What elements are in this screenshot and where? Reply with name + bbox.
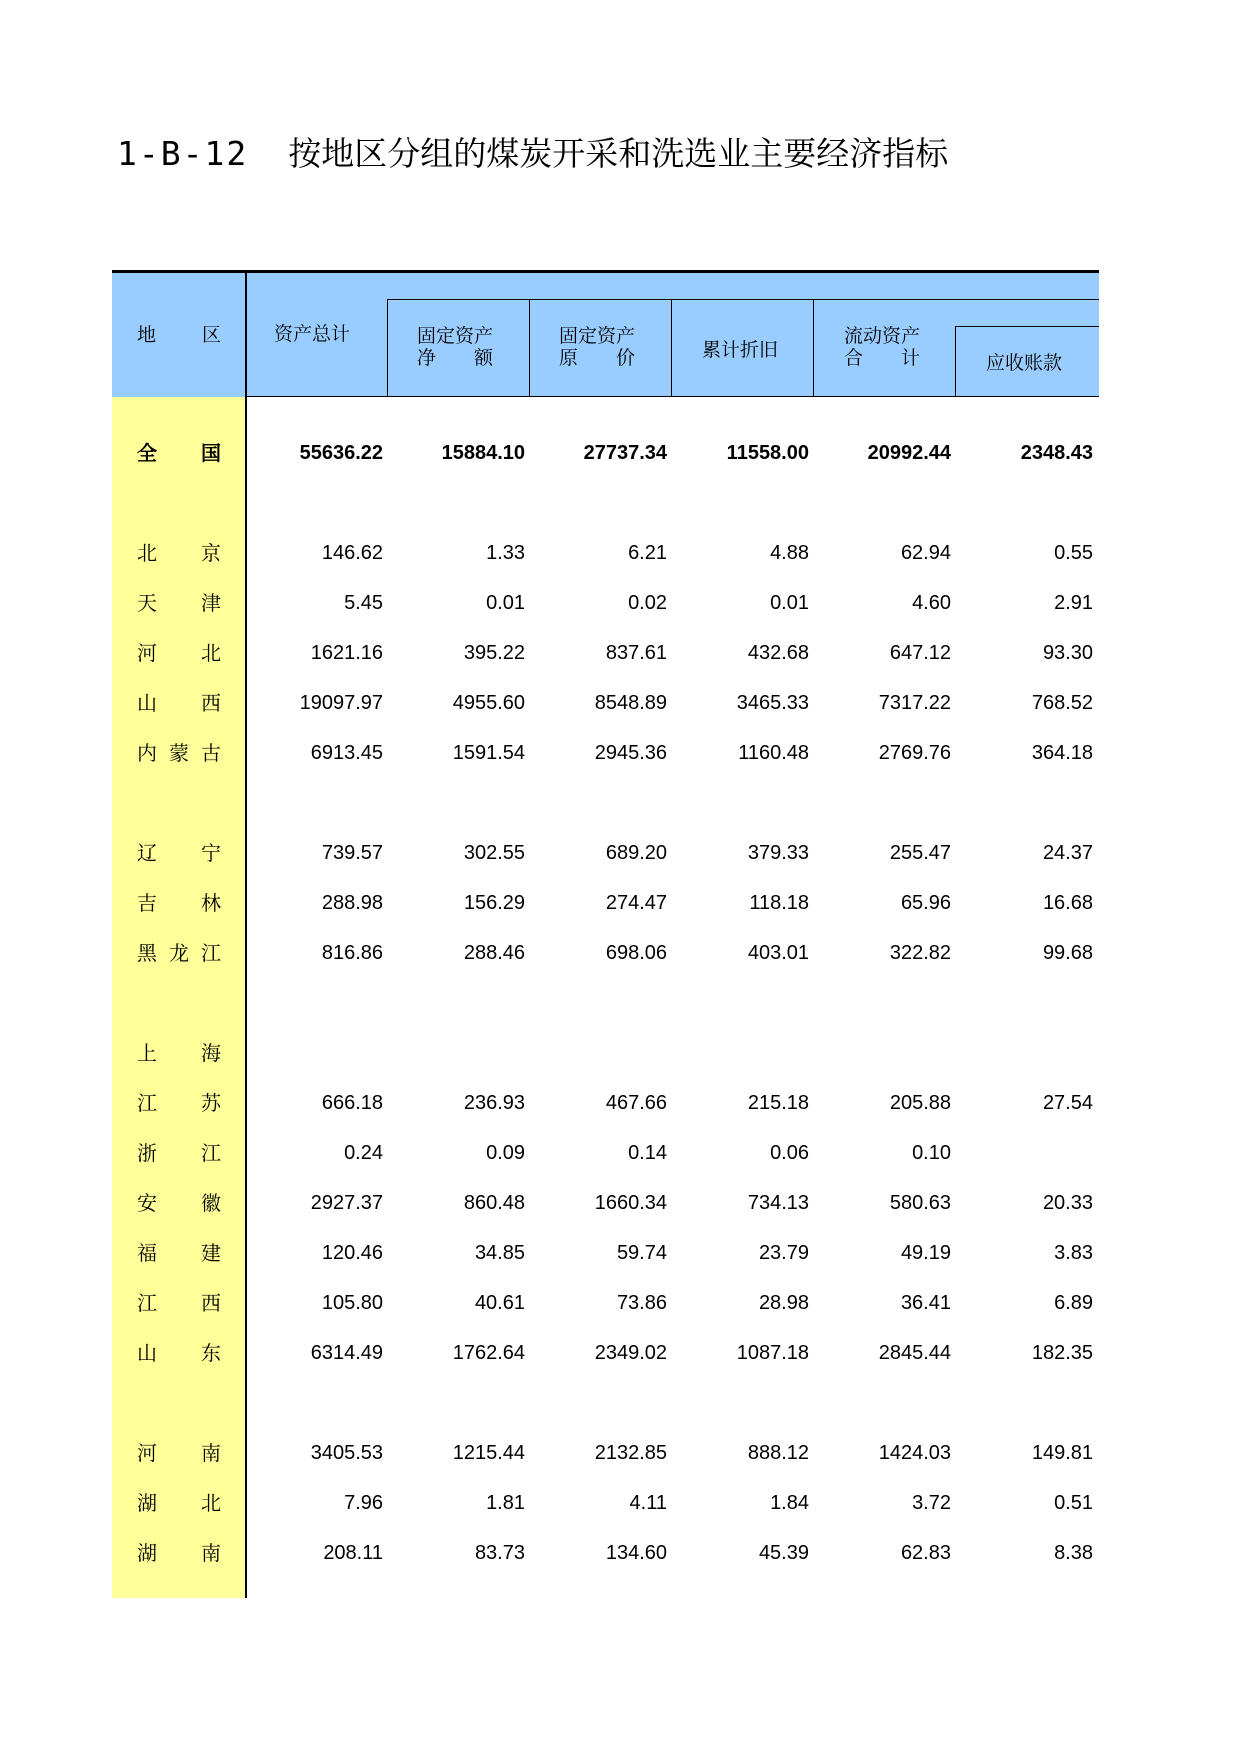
cell-value: 1.84	[770, 1492, 809, 1514]
region-name-char: 江	[137, 1291, 157, 1315]
region-name	[137, 1183, 221, 1223]
cell-value: 1.81	[486, 1492, 525, 1514]
header-top-rule	[112, 270, 1099, 273]
cell-value: 15884.10	[441, 442, 525, 464]
cell-value: 0.51	[1054, 1492, 1093, 1514]
cell-value: 3405.53	[310, 1442, 383, 1464]
header-divider	[529, 299, 530, 397]
cell-value: 837.61	[605, 642, 667, 664]
header-total-assets	[274, 323, 350, 345]
cell-value: 274.47	[605, 892, 667, 914]
cell-value: 689.20	[605, 842, 667, 864]
region-name-char: 河	[137, 1441, 157, 1465]
region-name-char: 西	[201, 1291, 221, 1315]
region-name-char: 徽	[201, 1191, 221, 1215]
region-name-char: 北	[137, 541, 157, 565]
cell-value: 0.24	[344, 1142, 383, 1164]
cell-value: 45.39	[758, 1542, 809, 1564]
cell-value: 2349.02	[594, 1342, 667, 1364]
cell-value: 3.72	[912, 1492, 951, 1514]
header-line: 固定资产	[417, 325, 494, 347]
header-fixed-original	[559, 325, 635, 369]
cell-value: 93.30	[1042, 642, 1093, 664]
region-name	[137, 1333, 221, 1373]
cell-value: 2348.43	[1020, 442, 1093, 464]
region-name-char: 海	[201, 1041, 221, 1065]
cell-value: 27737.34	[583, 442, 667, 464]
cell-value: 120.46	[321, 1242, 383, 1264]
cell-value: 73.86	[616, 1292, 667, 1314]
cell-value: 4955.60	[452, 692, 525, 714]
header-divider	[955, 326, 956, 397]
region-name-char: 林	[201, 891, 221, 915]
region-name-char: 湖	[137, 1541, 157, 1565]
cell-value: 134.60	[605, 1542, 667, 1564]
cell-value: 302.55	[463, 842, 525, 864]
region-name	[137, 1033, 221, 1073]
region-name	[137, 883, 221, 923]
region-name	[137, 683, 221, 723]
cell-value: 19097.97	[299, 692, 383, 714]
region-name	[137, 1083, 221, 1123]
cell-value: 34.85	[474, 1242, 525, 1264]
cell-value: 1160.48	[738, 742, 809, 764]
region-name-char: 蒙	[169, 741, 189, 765]
header-divider	[671, 299, 672, 397]
subheader-rule	[387, 299, 1099, 300]
cell-value: 62.94	[900, 542, 951, 564]
cell-value: 467.66	[605, 1092, 667, 1114]
cell-value: 4.11	[629, 1492, 667, 1514]
header-receivables-label: 应收账款	[986, 352, 1063, 374]
header-line: 合 计	[844, 347, 921, 369]
region-name	[137, 1533, 221, 1573]
region-name	[137, 1433, 221, 1473]
header-fixed-net	[417, 325, 493, 369]
region-name-char: 建	[201, 1241, 221, 1265]
region-name-char: 龙	[169, 941, 189, 965]
cell-value: 1.33	[486, 542, 525, 564]
cell-value: 1087.18	[736, 1342, 809, 1364]
cell-value: 236.93	[463, 1092, 525, 1114]
cell-value: 1762.64	[452, 1342, 525, 1364]
cell-value: 0.14	[628, 1142, 667, 1164]
cell-value: 7.96	[344, 1492, 383, 1514]
cell-value: 5.45	[344, 592, 383, 614]
region-name-char: 南	[201, 1441, 221, 1465]
cell-value: 6913.45	[310, 742, 383, 764]
cell-value: 16.68	[1042, 892, 1093, 914]
cell-value: 698.06	[605, 942, 667, 964]
cell-value: 1660.34	[594, 1192, 667, 1214]
region-name	[137, 433, 221, 473]
region-name-char: 苏	[201, 1091, 221, 1115]
cell-value: 6.21	[628, 542, 667, 564]
header-total-assets-label: 资产总计	[274, 323, 351, 345]
cell-value: 215.18	[747, 1092, 809, 1114]
cell-value: 0.01	[486, 592, 525, 614]
cell-value: 860.48	[463, 1192, 525, 1214]
region-name-char: 东	[201, 1341, 221, 1365]
region-name-char: 江	[201, 1141, 221, 1165]
cell-value: 105.80	[321, 1292, 383, 1314]
cell-value: 3.83	[1054, 1242, 1093, 1264]
cell-value: 8.38	[1054, 1542, 1093, 1564]
region-name	[137, 633, 221, 673]
cell-value: 432.68	[747, 642, 809, 664]
region-name-char: 宁	[201, 841, 221, 865]
cell-value: 20992.44	[867, 442, 951, 464]
cell-value: 2927.37	[310, 1192, 383, 1214]
page-title	[117, 128, 948, 175]
region-name-char: 安	[137, 1191, 157, 1215]
header-line: 固定资产	[559, 325, 636, 347]
region-name-char: 福	[137, 1241, 157, 1265]
header-depreciation	[702, 339, 778, 361]
region-column-background	[112, 397, 246, 1598]
region-name-char: 山	[137, 1341, 157, 1365]
cell-value: 6314.49	[310, 1342, 383, 1364]
region-name-char: 内	[137, 741, 157, 765]
region-name-char: 津	[201, 591, 221, 615]
header-region-char: 地	[137, 324, 157, 346]
cell-value: 8548.89	[594, 692, 667, 714]
region-name-char: 湖	[137, 1491, 157, 1515]
cell-value: 0.01	[770, 592, 809, 614]
cell-value: 24.37	[1042, 842, 1093, 864]
cell-value: 40.61	[474, 1292, 525, 1314]
cell-value: 146.62	[321, 542, 383, 564]
cell-value: 4.60	[912, 592, 951, 614]
cell-value: 739.57	[321, 842, 383, 864]
region-name	[137, 1283, 221, 1323]
cell-value: 182.35	[1031, 1342, 1093, 1364]
cell-value: 1591.54	[452, 742, 525, 764]
header-bottom-rule	[246, 396, 1099, 397]
header-region-char: 区	[201, 324, 221, 346]
header-line: 原 价	[559, 347, 636, 369]
header-divider	[813, 299, 814, 397]
cell-value: 2845.44	[878, 1342, 951, 1364]
region-name-char: 天	[137, 591, 157, 615]
cell-value: 65.96	[900, 892, 951, 914]
region-name-char: 全	[137, 441, 157, 465]
cell-value: 395.22	[463, 642, 525, 664]
region-name-char: 河	[137, 641, 157, 665]
cell-value: 28.98	[758, 1292, 809, 1314]
cell-value: 83.73	[474, 1542, 525, 1564]
region-name	[137, 1233, 221, 1273]
header-region	[137, 324, 221, 346]
cell-value: 0.10	[912, 1142, 951, 1164]
region-name-char: 古	[201, 741, 221, 765]
cell-value: 379.33	[747, 842, 809, 864]
cell-value: 768.52	[1031, 692, 1093, 714]
region-name-char: 山	[137, 691, 157, 715]
region-name-char: 吉	[137, 891, 157, 915]
cell-value: 0.55	[1054, 542, 1093, 564]
cell-value: 7317.22	[878, 692, 951, 714]
region-name	[137, 583, 221, 623]
cell-value: 580.63	[889, 1192, 951, 1214]
region-name	[137, 533, 221, 573]
table-code: 1-B-12	[117, 134, 249, 173]
cell-value: 11558.00	[726, 442, 809, 464]
region-name-char: 江	[137, 1091, 157, 1115]
cell-value: 23.79	[758, 1242, 809, 1264]
region-name-char: 辽	[137, 841, 157, 865]
cell-value: 62.83	[900, 1542, 951, 1564]
cell-value: 0.06	[770, 1142, 809, 1164]
cell-value: 20.33	[1042, 1192, 1093, 1214]
cell-value: 666.18	[321, 1092, 383, 1114]
cell-value: 49.19	[900, 1242, 951, 1264]
header-receivables	[986, 352, 1062, 374]
cell-value: 4.88	[770, 542, 809, 564]
cell-value: 1424.03	[878, 1442, 951, 1464]
region-name	[137, 933, 221, 973]
subheader-rule-2	[955, 326, 1099, 327]
region-name-char: 黑	[137, 941, 157, 965]
region-name-char: 上	[137, 1041, 157, 1065]
cell-value: 0.02	[628, 592, 667, 614]
region-name-char: 北	[201, 1491, 221, 1515]
cell-value: 322.82	[889, 942, 951, 964]
cell-value: 0.09	[486, 1142, 525, 1164]
region-name	[137, 833, 221, 873]
cell-value: 255.47	[889, 842, 951, 864]
region-name	[137, 733, 221, 773]
cell-value: 734.13	[747, 1192, 809, 1214]
cell-value: 6.89	[1054, 1292, 1093, 1314]
cell-value: 55636.22	[299, 442, 383, 464]
cell-value: 1215.44	[452, 1442, 525, 1464]
region-name	[137, 1483, 221, 1523]
cell-value: 208.11	[323, 1542, 383, 1564]
region-name	[137, 1133, 221, 1173]
region-name-char: 北	[201, 641, 221, 665]
cell-value: 27.54	[1042, 1092, 1093, 1114]
cell-value: 2945.36	[594, 742, 667, 764]
header-depreciation-label: 累计折旧	[702, 339, 779, 361]
header-line: 流动资产	[844, 325, 921, 347]
cell-value: 364.18	[1031, 742, 1093, 764]
header-divider	[387, 299, 388, 397]
cell-value: 59.74	[616, 1242, 667, 1264]
cell-value: 2.91	[1054, 592, 1093, 614]
region-name-char: 西	[201, 691, 221, 715]
cell-value: 2769.76	[878, 742, 951, 764]
cell-value: 288.46	[463, 942, 525, 964]
header-line: 净 额	[417, 347, 494, 369]
cell-value: 3465.33	[736, 692, 809, 714]
cell-value: 149.81	[1031, 1442, 1093, 1464]
region-name-char: 京	[201, 541, 221, 565]
cell-value: 647.12	[889, 642, 951, 664]
region-name-char: 南	[201, 1541, 221, 1565]
cell-value: 888.12	[747, 1442, 809, 1464]
cell-value: 205.88	[889, 1092, 951, 1114]
header-current-assets	[844, 325, 920, 369]
region-name-char: 浙	[137, 1141, 157, 1165]
cell-value: 816.86	[321, 942, 383, 964]
cell-value: 99.68	[1042, 942, 1093, 964]
cell-value: 156.29	[463, 892, 525, 914]
cell-value: 2132.85	[594, 1442, 667, 1464]
cell-value: 118.18	[749, 892, 809, 914]
cell-value: 403.01	[747, 942, 809, 964]
region-name-char: 江	[201, 941, 221, 965]
cell-value: 1621.16	[310, 642, 383, 664]
cell-value: 36.41	[900, 1292, 951, 1314]
table-title: 按地区分组的煤炭开采和洗选业主要经济指标	[288, 134, 949, 173]
region-name-char: 国	[201, 441, 221, 465]
cell-value: 288.98	[321, 892, 383, 914]
